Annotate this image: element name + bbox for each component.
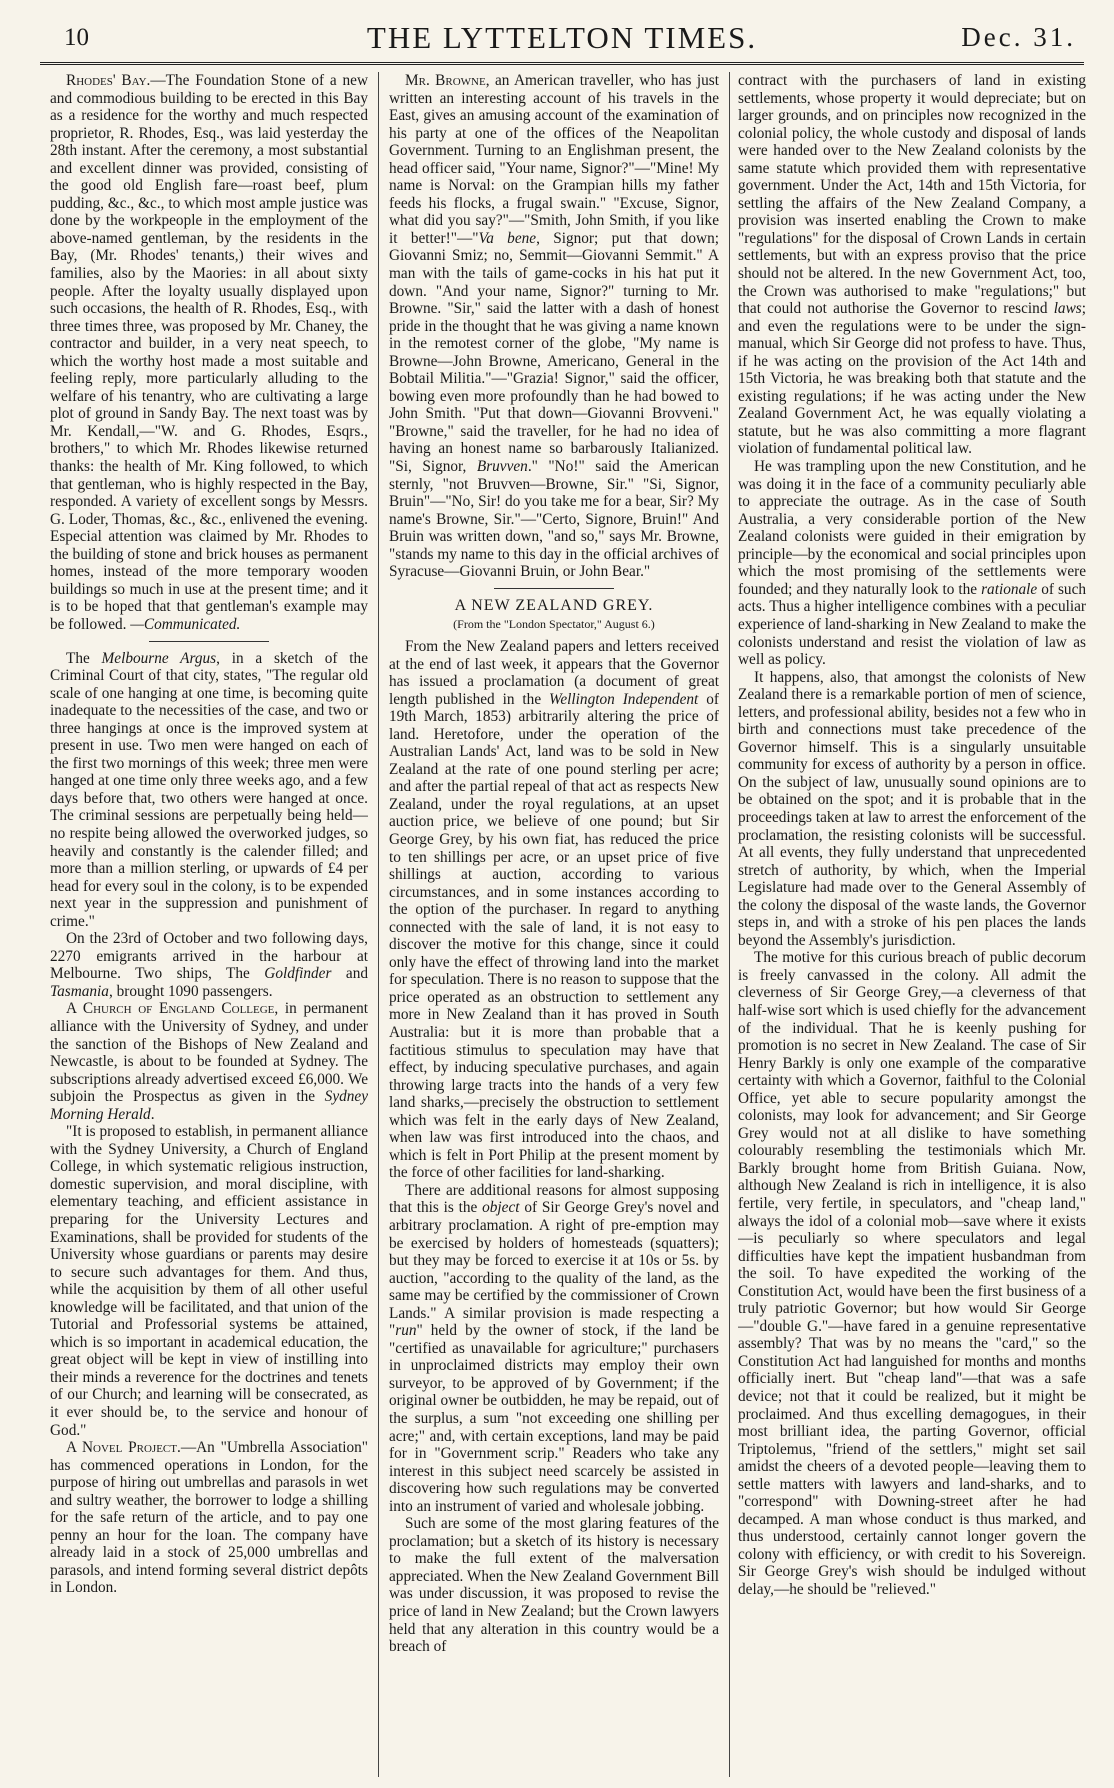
article-text: . — [150, 1105, 155, 1123]
article-grey-3 — [389, 1515, 719, 1655]
article-text: From the New Zealand papers and letters received at the end of last week, it appears that the Governor has issued a proclamation (a document of great length published in the — [389, 637, 719, 708]
masthead — [40, 18, 1084, 65]
article-melbourne-argus — [50, 650, 368, 931]
article-text: Such are some of the most glaring features of the proclamation; but a sketch of its history is necessary to make the full extent of the malversation appreciated. When the New Zealand Government Bill was under discussion, it was proposed to revise the price of land in New Zealand; but the Crown lawyers held that any alteration in this country would be a breach of — [389, 1515, 719, 1656]
article-browne — [389, 72, 719, 581]
article-text: of 19th March, 1853) arbitrarily altering the price of land. Heretofore, under the operation of the Australian Lands' Act, land was to be sold in New Zealand at the rate of one pound sterling per acre; and after the partial repeal of that act as respects New Zealand, under the royal regulations, at an upset auction price, we believe of one pound; but Sir George Grey, by his own fiat, has reduced the price to ten shillings per acre, or an upset price of five shillings at auction, according to various circumstances, and in some instances according to the option of the purchaser. In regard to anything connected with the sale of land, it is not easy to discover the motive for this change, since it could only have the effect of throwing land into the market for speculation. There is no reason to suppose that the price operated as an obstruction to settlement any more in New Zealand than it has proved in South Australia: but it is more than probable that a factitious stimulus to speculation may have that effect, by inducing speculative purchases, and again throwing large tracts into the hands of a very few land sharks,—precisely the obstruction to settlement which was felt in the early days of New Zealand, when law was first introduced into the chaos, and which is felt in Port Philip at the present moment by the force of other facilities for land-sharking. — [389, 690, 719, 1182]
article-grey-1 — [389, 638, 719, 1182]
article-text: He was trampling upon the new Constitution, and he was doing it in the face of a community peculiarly able to appreciate the outrage. As in the case of South Australia, a very considerable portion of the New Zealand colonists were guided in their emigration by principle—by the economical and social principles upon which the most promising of the settlements were founded; and they naturally look to the — [738, 458, 1086, 598]
article-label: Mr. Browne, — [405, 72, 490, 89]
article-grey-2 — [389, 1182, 719, 1515]
article-grey-5 — [738, 458, 1086, 669]
article-text: an American traveller, who has just written an interesting account of his travels in the East, gives an amusing account of the examination of his party at one of the offices of the Neapolitan Government. Turning to an Englishman present, the head officer said, "Your name, Signor?"—"Mine! My name is Norval: on the Grampian hills my father feeds his flocks, a frugal swain." "Excuse, Signor, what did you say?"—"Smith, John Smith, if you like it better!"—" — [389, 72, 719, 247]
page-number: 10 — [64, 24, 89, 51]
italic-text: Bruvven — [476, 458, 528, 476]
issue-date: Dec. 31. — [961, 22, 1076, 52]
italic-text: rationale — [981, 580, 1038, 598]
article-text: There are additional reasons for almost supposing that this is the — [389, 1181, 719, 1217]
article-label: A Novel Project. — [66, 1439, 181, 1457]
article-emigrants — [50, 930, 368, 1000]
article-label: Rhodes' Bay. — [66, 72, 151, 89]
column-2 — [389, 72, 719, 1772]
article-text: ; and even the regulations were to be under the sign-manual, which Sir George did not profess to have. Thus, if he was acting on the provision of the Act 14th and 15th Victoria, he was breaking both that statute and the existing regulations; if he was acting under the New Zealand Government Act, he was equally violating a statute, but he was also committing a more flagrant violation of fundamental political law. — [738, 300, 1086, 458]
article-text: of Sir George Grey's novel and arbitrary proclamation. A right of pre-emption may be exercised by holders of homesteads (squatters); but they may be forced to exercise it at 10s or 5s. by auction, "according to the quality of the land, as the same may be certified by the commissioner of Crown Lands." A similar provision is made respecting a " — [389, 1199, 719, 1340]
headline: A NEW ZEALAND GREY. — [454, 596, 654, 614]
article-text: , brought 1090 passengers. — [108, 982, 273, 1000]
newspaper-title: THE LYTTELTON TIMES. — [366, 20, 758, 55]
article-text: in permanent alliance with the University of Sydney, and under the sanction of the Bishops of New Zealand and Newcastle, is about to be founded at Sydney. The subscriptions already advertised exceed £6,000. We subjoin the Prospectus as given in the — [50, 1000, 368, 1106]
article-text: , in a sketch of the Criminal Court of that city, states, "The regular old scale of one hanging at one time, is becoming quite inadequate to the necessities of the case, and two or three hangings at once is the improved system at present in use. Two men were hanged on each of the first two mornings of this week; three men were hanged at one time only three weeks ago, and a few days before that, two others were hanged at once. The criminal sessions are perpetually being held—no respite being allowed the overworked judges, so heavily and constantly is the calender filled; and more than a million sterling, or upwards of £4 per head for every soul in the colony, is to be expended next year in the suppression and punishment of crime." — [50, 649, 368, 930]
article-grey-4 — [738, 72, 1086, 458]
italic-text: Va bene — [478, 229, 537, 247]
article-rhodes-bay — [50, 72, 368, 634]
article-text: —The Foundation Stone of a new and commodious building to be erected in this Bay as a residence for the worthy and much respected proprietor, R. Rhodes, Esq., was laid yesterday the 28th instant. After the ceremony, a most substantial and excellent dinner was provided, consisting of the good old English fare—roast beef, plum pudding, &c., &c., to which most ample justice was done by the workpeople in the employment of the above-named gentleman, by the residents in the Bay, (Mr. Rhodes' tenants,) their wives and families, also by the Maories: in all about sixty people. After the loyalty usually displayed upon such occasions, the health of R. Rhodes, Esq., with three times three, was proposed by Mr. Chaney, the contractor and builder, in a very neat speech, to which the worthy host made a most suitable and feeling reply, more particularly alluding to the welfare of his tenantry, who are cultivating a large plot of ground in Sandy Bay. The next toast was by Mr. Kendall,—"W. and G. Rhodes, Esqrs., brothers," to which Mr. Rhodes likewise returned thanks: the health of Mr. King followed, to which that gentleman, who is highly respected in the Bay, responded. A variety of excellent songs by Messrs. G. Loder, Thomas, &c., &c., enlivened the evening. Especial attention was claimed by Mr. Rhodes to the building of stone and brick houses as permanent homes, instead of the more temporary wooden buildings so much in use at the present time; and it is to be hoped that that gentleman's example may be followed. — [50, 72, 368, 633]
article-text: It happens, also, that amongst the colonists of New Zealand there is a remarkable portion of men of science, letters, and professional ability, besides not a few who in birth and connections must take precedence of the Governor himself. This is a singularly unsuitable community for excess of authority by a person in office. On the subject of law, unusually sound opinions are to be obtained on the spot; and it is probable that in the proceedings taken at law to arrest the enforcement of the proclamation, the resisting colonists will be successful. At all events, they fully understand that unprecedented stretch of authority, by which, when the Imperial Legislature had made over to the General Assembly of the colony the disposal of the waste lands, the Governor steps in, and with a stroke of his pen places the lands beyond the Assembly's jurisdiction. — [738, 668, 1086, 949]
article-text: The — [66, 649, 102, 667]
article-text: The motive for this curious breach of public decorum is freely canvassed in the colony. All admit the cleverness of Sir George Grey,—a cleverness of that half-wise sort which is used chiefly for the advancement of the individual. That he is keenly pushing for promotion is no secret in New Zealand. The case of Sir Henry Barkly is only one example of the comparative certainty with which a Governor, faithful to the Colonial Office, yet able to secure popularity amongst the colonists, may look for advancement; and Sir George Grey would not at all dislike to have something colourably resembling the testimonials which Mr. Barkly brought home from British Guiana. Now, although New Zealand is rich in intelligence, it is also fertile, very fertile, in speculators, and "cheap land," always the idol of a colonial mob—save where it exists—is peculiarly so where speculators and legal difficulties have kept the impatient husbandman from the soil. To have expedited the working of the Constitution Act, would have been the first business of a truly patriotic Governor; but how would Sir George—"double G."—have fared in a genuine representative assembly? That was by no means the "card," so the Constitution Act had languished for months and months officially inert. But "cheap land"—that was a safe device; not that it could be realized, but it might be proclaimed. And thus excelling demagogues, in their most brilliant idea, the parting Governor, official Triptolemus, "friend of the settlers," might set sail amidst the cheers of a devoted people—leaving them to settle matters with lawyers and land-sharks, and to "correspond" with Downing-street after he had decamped. A man whose conduct is thus marked, and thus understood, certainly cannot longer govern the colony with efficiency, or with credit to his Sovereign. Sir George Grey's wish should be indulged without delay,—he should be "relieved." — [738, 949, 1086, 1599]
article-church-college — [50, 1000, 368, 1123]
article-text: "It is proposed to establish, in permanent alliance with the Sydney University, a Church of England College, in which systematic religious instruction, domestic supervision, and moral discipline, with elementary teaching, and efficient assistance in preparing for the University Lectures and Examinations, shall be provided for students of the University whose guardians or parents may desire to secure such advantages for them. And thus, while the acquisition by them of all other useful knowledge will be facilitated, and that union of the Tutorial and Professorial systems be attained, which is so important in academical education, the great object will be kept in view of instilling into their minds a reverence for the doctrines and tenets of our Church; and learning will be consecrated, as it ever should be, to the service and honour of God." — [50, 1123, 368, 1439]
article-separator — [494, 588, 614, 589]
article-text: and — [331, 965, 368, 983]
italic-text: run — [395, 1322, 417, 1340]
article-label: A Church of England College, — [66, 1000, 279, 1018]
article-separator — [149, 641, 269, 642]
column-rule — [378, 72, 379, 1777]
article-grey-6 — [738, 669, 1086, 950]
article-prospectus — [50, 1123, 368, 1439]
article-signature: —Communicated. — [130, 615, 241, 633]
ship-name: Tasmania — [50, 982, 109, 1000]
italic-text: laws — [1053, 300, 1082, 318]
article-text: contract with the purchasers of land in existing settlements, whose property it would depreciate; but on larger grounds, and on principles now recognized in the colonial policy, the whole custody and disposal of lands were handed over to the New Zealand colonists by the same statute which provided them with representative government. Under the Act, 14th and 15th Victoria, for settling the affairs of the New Zealand Company, a provision was inserted enabling the Crown to make "regulations" for the disposal of Crown Lands in certain settlements, but with an express proviso that the price should not be altered. In the new Government Act, too, the Crown was authorised to make "regulations;" but that could not authorise the Governor to rescind — [738, 72, 1086, 318]
article-text: ." "No!" said the American sternly, "not Bruvven—Browne, Sir." "Si, Signor, Bruin"—"No, Sir! do you take me for a bear, Sir? My name's Browne, Sir."—"Certo, Signore, Bruin!" And Bruin was written down, "and so," says Mr. Browne, "stands my name to this day in the official archives of Syracuse—Giovanni Bruin, or John Bear." — [389, 458, 719, 581]
column-3 — [738, 72, 1086, 1772]
newspaper-name: Sydney Morning Herald — [50, 1088, 368, 1123]
article-text: —An "Umbrella Association" has commenced operations in London, for the purpose of hiring out umbrellas and parasols in wet and sultry weather, the borrower to lodge a shilling for the safe return of the article, and to pay one penny an hour for the loan. The company have already laid in a stock of 25,000 umbrellas and parasols, and intend forming several district depôts in London. — [50, 1439, 368, 1597]
article-text: " held by the owner of stock, if the land be "certified as unavailable for agriculture;" purchasers in unproclaimed districts may employ their own surveyor, to be approved of by Government; if the original owner be outbidden, he may be repaid, out of the surplus, a sum "not exceeding one shilling per acre;" and, with certain exceptions, land may be paid for in "Government scrip." Readers who take any interest in this subject need scarcely be assisted in discovering how such regulations may be converted into an instrument of varied and wholesale jobbing. — [389, 1322, 719, 1515]
article-text: , Signor; put that down; Giovanni Smiz; no, Semmit—Giovanni Semmit." A man with the tails of game-cocks in his hat put it down. "And your name, Signor?" turning to Mr. Browne. "Sir," said the latter with a dash of honest pride in the thought that he was giving a name known in the remotest corner of the globe, "My name is Browne—John Browne, Americano, General in the Bobtail Militia."—"Grazia! Signor," said the officer, bowing even more profoundly than he had bowed to John Smith. "Put that down—Giovanni Brovveni." "Browne," said the traveller, for he had no idea of having an honest name so barbarously Italianized. "Si, Signor, — [389, 229, 719, 476]
article-text: of such acts. Thus a higher intelligence combines with a peculiar experience of land-sharking in New Zealand to make the colonists understand and resist the violation of law as well as policy. — [738, 580, 1086, 669]
article-grey-7 — [738, 949, 1086, 1598]
italic-text: object — [482, 1199, 520, 1217]
article-umbrella — [50, 1439, 368, 1597]
column-1 — [50, 72, 368, 1772]
newspaper-name: Wellington Independent — [549, 690, 699, 708]
ship-name: Goldfinder — [264, 965, 332, 983]
headline-source: (From the "London Spectator," August 6.) — [453, 617, 655, 632]
column-rule — [729, 72, 730, 1777]
article-text: On the 23rd of October and two following days, 2270 emigrants arrived in the harbour at Melbourne. Two ships, The — [50, 930, 368, 983]
newspaper-name: Melbourne Argus — [101, 649, 217, 667]
